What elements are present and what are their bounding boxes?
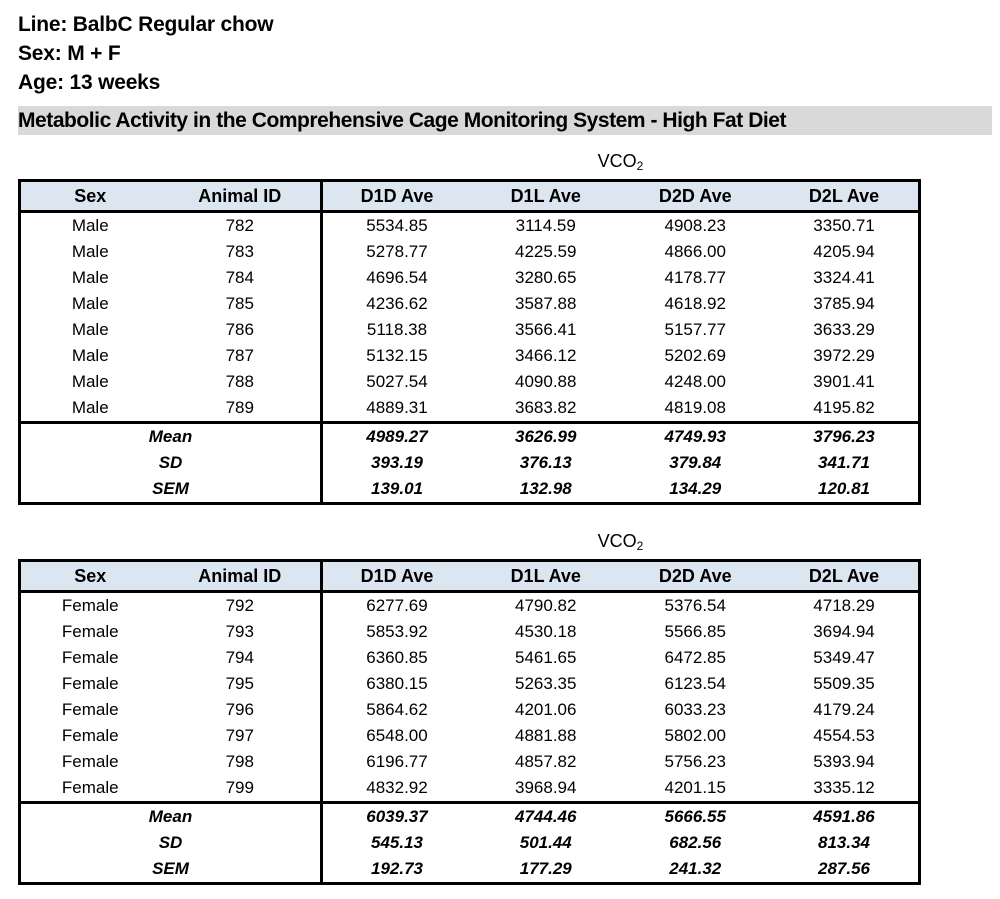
- cell-d1d-ave: 6380.15: [322, 671, 472, 697]
- cell-d1d-ave: 5864.62: [322, 697, 472, 723]
- stat-label: SEM: [20, 856, 322, 884]
- stat-d1d-ave: 139.01: [322, 476, 472, 504]
- cell-d2l-ave: 3324.41: [770, 265, 920, 291]
- cell-sex: Male: [20, 212, 160, 240]
- stat-d1l-ave: 3626.99: [471, 423, 621, 451]
- cell-d1d-ave: 6360.85: [322, 645, 472, 671]
- stat-d1d-ave: 393.19: [322, 450, 472, 476]
- table-female-container: [18, 525, 918, 885]
- column-header-d1d-ave: D1D Ave: [322, 561, 472, 592]
- cell-sex: Male: [20, 291, 160, 317]
- cell-d2l-ave: 3972.29: [770, 343, 920, 369]
- cell-d1d-ave: 5853.92: [322, 619, 472, 645]
- stat-row: [20, 423, 920, 451]
- cell-d2l-ave: 4195.82: [770, 395, 920, 423]
- cell-sex: Female: [20, 723, 160, 749]
- table-male-body: [20, 212, 920, 423]
- cell-d2d-ave: 5157.77: [621, 317, 771, 343]
- cell-animal-id: 788: [160, 369, 322, 395]
- cell-animal-id: 789: [160, 395, 322, 423]
- cell-d1d-ave: 5132.15: [322, 343, 472, 369]
- cell-d2d-ave: 4248.00: [621, 369, 771, 395]
- cell-animal-id: 786: [160, 317, 322, 343]
- cell-d2l-ave: 3633.29: [770, 317, 920, 343]
- cell-d2d-ave: 4819.08: [621, 395, 771, 423]
- cell-sex: Male: [20, 265, 160, 291]
- cell-sex: Male: [20, 239, 160, 265]
- table-row: [20, 369, 920, 395]
- cell-sex: Female: [20, 749, 160, 775]
- cell-d2l-ave: 3694.94: [770, 619, 920, 645]
- cell-d2d-ave: 5202.69: [621, 343, 771, 369]
- cell-d1d-ave: 5118.38: [322, 317, 472, 343]
- stat-label: SEM: [20, 476, 322, 504]
- stat-row: [20, 450, 920, 476]
- table-female-span-header-row: [20, 525, 920, 561]
- cell-d2d-ave: 4866.00: [621, 239, 771, 265]
- table-female: [18, 525, 921, 885]
- span-header-spacer: [20, 145, 322, 181]
- cell-d1l-ave: 3466.12: [471, 343, 621, 369]
- table-row: [20, 592, 920, 620]
- cell-d1l-ave: 4881.88: [471, 723, 621, 749]
- cell-d2d-ave: 5376.54: [621, 592, 771, 620]
- cell-d2d-ave: 6123.54: [621, 671, 771, 697]
- span-header-vco2: [322, 525, 920, 561]
- stat-d1l-ave: 177.29: [471, 856, 621, 884]
- table-female-stats: [20, 803, 920, 884]
- stat-row: [20, 830, 920, 856]
- cell-d1d-ave: 5534.85: [322, 212, 472, 240]
- cell-d1d-ave: 6277.69: [322, 592, 472, 620]
- table-male-stats: [20, 423, 920, 504]
- table-row: [20, 239, 920, 265]
- table-male-span-header-row: [20, 145, 920, 181]
- cell-animal-id: 795: [160, 671, 322, 697]
- cell-animal-id: 782: [160, 212, 322, 240]
- table-row: [20, 775, 920, 803]
- cell-d1d-ave: 5278.77: [322, 239, 472, 265]
- cell-d2l-ave: 4554.53: [770, 723, 920, 749]
- cell-d1l-ave: 4225.59: [471, 239, 621, 265]
- cell-d2l-ave: 3350.71: [770, 212, 920, 240]
- page-title: Metabolic Activity in the Comprehensive Cage Monitoring System - High Fat Diet: [18, 109, 787, 132]
- cell-d2d-ave: 5802.00: [621, 723, 771, 749]
- cell-d2l-ave: 5509.35: [770, 671, 920, 697]
- cell-animal-id: 783: [160, 239, 322, 265]
- cell-d2l-ave: 4205.94: [770, 239, 920, 265]
- cell-d2d-ave: 4178.77: [621, 265, 771, 291]
- stat-d2d-ave: 5666.55: [621, 803, 771, 831]
- cell-sex: Female: [20, 671, 160, 697]
- cell-d2d-ave: 4908.23: [621, 212, 771, 240]
- table-female-body: [20, 592, 920, 803]
- table-row: [20, 212, 920, 240]
- cell-sex: Male: [20, 395, 160, 423]
- meta-line-strain: Line: BalbC Regular chow: [18, 13, 274, 36]
- cell-d1d-ave: 6196.77: [322, 749, 472, 775]
- cell-d1d-ave: 4889.31: [322, 395, 472, 423]
- column-header-sex: Sex: [20, 561, 160, 592]
- column-header-d2l-ave: D2L Ave: [770, 561, 920, 592]
- stat-d1d-ave: 192.73: [322, 856, 472, 884]
- cell-d2d-ave: 6472.85: [621, 645, 771, 671]
- cell-d1d-ave: 4832.92: [322, 775, 472, 803]
- meta-line-sex: Sex: M + F: [18, 42, 121, 65]
- stat-label: SD: [20, 830, 322, 856]
- cell-d1l-ave: 4530.18: [471, 619, 621, 645]
- table-male-header-row: [20, 181, 920, 212]
- stat-d1l-ave: 501.44: [471, 830, 621, 856]
- cell-d2d-ave: 6033.23: [621, 697, 771, 723]
- cell-d1l-ave: 5461.65: [471, 645, 621, 671]
- cell-d1l-ave: 5263.35: [471, 671, 621, 697]
- cell-d1d-ave: 4696.54: [322, 265, 472, 291]
- span-header-vco2-subscript: 2: [636, 539, 644, 553]
- stat-d2d-ave: 241.32: [621, 856, 771, 884]
- stat-label: SD: [20, 450, 322, 476]
- table-male-container: [18, 145, 918, 505]
- cell-animal-id: 794: [160, 645, 322, 671]
- cell-d2l-ave: 3901.41: [770, 369, 920, 395]
- cell-d1d-ave: 6548.00: [322, 723, 472, 749]
- cell-sex: Male: [20, 369, 160, 395]
- table-row: [20, 671, 920, 697]
- cell-animal-id: 792: [160, 592, 322, 620]
- table-row: [20, 697, 920, 723]
- table-row: [20, 749, 920, 775]
- stat-d2l-ave: 3796.23: [770, 423, 920, 451]
- stat-d2l-ave: 813.34: [770, 830, 920, 856]
- stat-d2l-ave: 287.56: [770, 856, 920, 884]
- stat-d2l-ave: 4591.86: [770, 803, 920, 831]
- cell-d2d-ave: 4201.15: [621, 775, 771, 803]
- cell-animal-id: 796: [160, 697, 322, 723]
- cell-animal-id: 787: [160, 343, 322, 369]
- span-header-vco2-subscript: 2: [636, 159, 644, 173]
- table-row: [20, 723, 920, 749]
- cell-animal-id: 799: [160, 775, 322, 803]
- cell-d2l-ave: 5393.94: [770, 749, 920, 775]
- cell-d1l-ave: 3683.82: [471, 395, 621, 423]
- column-header-d2l-ave: D2L Ave: [770, 181, 920, 212]
- cell-d1l-ave: 3280.65: [471, 265, 621, 291]
- stat-d1l-ave: 132.98: [471, 476, 621, 504]
- table-row: [20, 395, 920, 423]
- table-row: [20, 265, 920, 291]
- cell-animal-id: 784: [160, 265, 322, 291]
- cell-d1l-ave: 4857.82: [471, 749, 621, 775]
- cell-sex: Female: [20, 697, 160, 723]
- stat-row: [20, 856, 920, 884]
- cell-sex: Female: [20, 645, 160, 671]
- cell-d2l-ave: 4718.29: [770, 592, 920, 620]
- stat-d2l-ave: 341.71: [770, 450, 920, 476]
- cell-d1l-ave: 3968.94: [471, 775, 621, 803]
- stat-d2d-ave: 4749.93: [621, 423, 771, 451]
- stat-d2l-ave: 120.81: [770, 476, 920, 504]
- stat-label: Mean: [20, 803, 322, 831]
- stat-d1d-ave: 545.13: [322, 830, 472, 856]
- stat-d1d-ave: 4989.27: [322, 423, 472, 451]
- cell-d1d-ave: 4236.62: [322, 291, 472, 317]
- cell-animal-id: 793: [160, 619, 322, 645]
- table-male: [18, 145, 921, 505]
- stat-d2d-ave: 134.29: [621, 476, 771, 504]
- cell-sex: Female: [20, 619, 160, 645]
- stat-d2d-ave: 379.84: [621, 450, 771, 476]
- table-row: [20, 317, 920, 343]
- cell-sex: Male: [20, 317, 160, 343]
- cell-d1l-ave: 4090.88: [471, 369, 621, 395]
- cell-sex: Male: [20, 343, 160, 369]
- table-row: [20, 291, 920, 317]
- cell-d2l-ave: 3335.12: [770, 775, 920, 803]
- stat-d1l-ave: 376.13: [471, 450, 621, 476]
- column-header-d2d-ave: D2D Ave: [621, 561, 771, 592]
- cell-d2d-ave: 5756.23: [621, 749, 771, 775]
- table-row: [20, 645, 920, 671]
- cell-d2l-ave: 5349.47: [770, 645, 920, 671]
- metadata-header: [18, 10, 978, 97]
- cell-d1l-ave: 4201.06: [471, 697, 621, 723]
- cell-d1l-ave: 4790.82: [471, 592, 621, 620]
- cell-d1l-ave: 3114.59: [471, 212, 621, 240]
- table-row: [20, 343, 920, 369]
- cell-animal-id: 785: [160, 291, 322, 317]
- span-header-vco2-label: VCO: [597, 531, 637, 551]
- document-title-band: [18, 106, 992, 135]
- cell-sex: Female: [20, 592, 160, 620]
- cell-d2d-ave: 5566.85: [621, 619, 771, 645]
- span-header-vco2-label: VCO: [597, 151, 637, 171]
- stat-row: [20, 803, 920, 831]
- cell-animal-id: 798: [160, 749, 322, 775]
- table-row: [20, 619, 920, 645]
- column-header-d1d-ave: D1D Ave: [322, 181, 472, 212]
- column-header-sex: Sex: [20, 181, 160, 212]
- column-header-animal-id: Animal ID: [160, 561, 322, 592]
- cell-d2d-ave: 4618.92: [621, 291, 771, 317]
- stat-d1d-ave: 6039.37: [322, 803, 472, 831]
- stat-d2d-ave: 682.56: [621, 830, 771, 856]
- column-header-d2d-ave: D2D Ave: [621, 181, 771, 212]
- column-header-d1l-ave: D1L Ave: [471, 561, 621, 592]
- stat-row: [20, 476, 920, 504]
- column-header-d1l-ave: D1L Ave: [471, 181, 621, 212]
- cell-sex: Female: [20, 775, 160, 803]
- meta-line-age: Age: 13 weeks: [18, 71, 161, 94]
- table-female-header-row: [20, 561, 920, 592]
- span-header-spacer: [20, 525, 322, 561]
- cell-d1d-ave: 5027.54: [322, 369, 472, 395]
- stat-label: Mean: [20, 423, 322, 451]
- span-header-vco2: [322, 145, 920, 181]
- cell-d1l-ave: 3566.41: [471, 317, 621, 343]
- cell-d2l-ave: 3785.94: [770, 291, 920, 317]
- cell-animal-id: 797: [160, 723, 322, 749]
- cell-d2l-ave: 4179.24: [770, 697, 920, 723]
- column-header-animal-id: Animal ID: [160, 181, 322, 212]
- cell-d1l-ave: 3587.88: [471, 291, 621, 317]
- stat-d1l-ave: 4744.46: [471, 803, 621, 831]
